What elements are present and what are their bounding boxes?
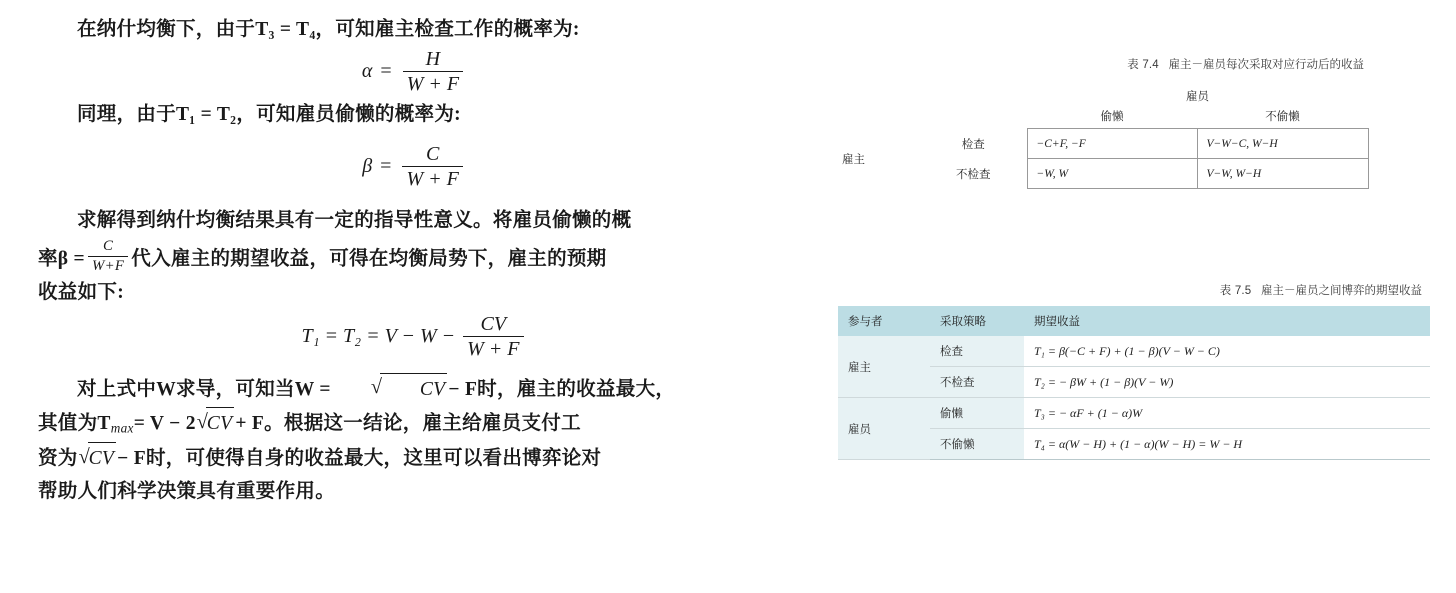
table-7-5-formula-3: T₄ = α(W − H) + (1 − α)(W − H) = W − H <box>1024 429 1430 460</box>
tables-column <box>820 0 1456 593</box>
table-row <box>838 336 1430 367</box>
table-7-4-block <box>820 56 1440 189</box>
table-7-5-formula-1: T₂ = − βW + (1 − β)(V − W) <box>1024 367 1430 398</box>
table-7-5-strategy-0: 检查 <box>930 336 1024 367</box>
table-7-4-grid <box>838 88 1370 189</box>
equation-beta-denominator: W + F <box>406 168 459 191</box>
paragraph-3-text-c: 代入雇主的期望收益，可得在均衡局势下，雇主的预期 <box>131 248 607 270</box>
paragraph-4-text-f: 资为 <box>38 447 78 469</box>
table-7-5-caption <box>820 282 1440 298</box>
equation-alpha-numerator: H <box>403 48 463 72</box>
table-7-4-header-row <box>838 108 1368 129</box>
equation-t1t2-fraction <box>463 313 523 361</box>
equation-t1t2-denominator: W + F <box>467 338 520 361</box>
table-7-4-cell-0-0: −C+F, −F <box>1027 129 1197 159</box>
table-7-5-caption-text: 雇主－雇员之间博弈的期望收益 <box>1261 285 1422 297</box>
tmax-subscript: max <box>110 420 134 436</box>
equation-alpha-denominator: W + F <box>406 72 460 95</box>
sqrt-cv-2 <box>197 407 235 440</box>
table-7-5-header-0: 参与者 <box>838 306 930 336</box>
table-7-4-col-header-1: 不偷懒 <box>1197 108 1368 129</box>
table-7-5-strategy-1: 不检查 <box>930 367 1024 398</box>
table-7-5-formula-2: T₃ = − αF + (1 − α)W <box>1024 398 1430 429</box>
equation-alpha <box>38 48 790 96</box>
equation-beta-lhs: β <box>362 155 373 178</box>
paragraph-2 <box>38 99 790 131</box>
table-7-5-party-0: 雇主 <box>838 336 930 398</box>
paragraph-3-line2 <box>38 238 790 275</box>
equation-t1t2-lhs: T₁ = T₂ = V − W − <box>301 325 456 348</box>
table-7-4-col-header-0: 偷懒 <box>1027 108 1197 129</box>
paragraph-3-text-b: 率β = <box>38 248 85 270</box>
table-7-5-formula-0: T₁ = β(−C + F) + (1 − β)(V − W − C) <box>1024 336 1430 367</box>
table-7-4-caption-label: 表 7.4 <box>1127 59 1159 71</box>
inline-beta-numerator: C <box>88 238 128 257</box>
paragraph-1-text: 在纳什均衡下，由于T₃ = T₄，可知雇主检查工作的概率为: <box>77 19 580 40</box>
table-7-5-strategy-3: 不偷懒 <box>930 429 1024 460</box>
table-7-4-row-group-label: 雇主 <box>842 153 865 166</box>
paragraph-4-line3 <box>38 442 790 475</box>
paragraph-4-text-h: 帮助人们科学决策具有重要作用。 <box>38 481 336 503</box>
table-7-5-party-1: 雇员 <box>838 398 930 460</box>
table-7-5-header-2: 期望收益 <box>1024 306 1430 336</box>
table-7-4-cell-0-1: V−W−C, W−H <box>1197 129 1368 159</box>
equation-t1t2-numerator: CV <box>463 313 523 337</box>
sqrt-cv-1-radicand: CV <box>380 373 448 406</box>
table-7-4-cell-1-0: −W, W <box>1027 159 1197 189</box>
equation-beta-numerator: C <box>402 143 462 167</box>
paragraph-3-line1 <box>38 205 790 237</box>
paragraph-4-text-e: + F。根据这一结论，雇主给雇员支付工 <box>235 413 581 435</box>
sqrt-cv-3-radicand: CV <box>88 442 117 475</box>
table-7-4-row-label-0: 检查 <box>961 138 985 151</box>
paragraph-4-line1 <box>38 373 790 406</box>
table-7-4 <box>838 108 1369 189</box>
equation-beta-equals: = <box>380 155 392 178</box>
table-7-4-column-group-label: 雇员 <box>1186 91 1209 103</box>
table-7-5-header-1: 采取策略 <box>930 306 1024 336</box>
sqrt-cv-3 <box>79 442 117 475</box>
table-7-4-cell-1-1: V−W, W−H <box>1197 159 1368 189</box>
inline-beta-denominator: W+F <box>91 257 125 274</box>
paragraph-3-text-d: 收益如下: <box>38 282 124 304</box>
equation-beta-fraction <box>402 143 462 191</box>
sqrt-cv-2-radicand: CV <box>206 407 235 440</box>
table-row <box>838 129 1368 159</box>
paragraph-1 <box>38 14 790 46</box>
paragraph-3-text-a: 求解得到纳什均衡结果具有一定的指导性意义。将雇员偷懒的概 <box>77 209 632 231</box>
paragraph-4-line4 <box>38 476 790 508</box>
paragraph-3-line3 <box>38 277 790 309</box>
paragraph-4-text-c: 其值为T <box>38 413 111 435</box>
equation-t1t2 <box>38 313 790 361</box>
paragraph-4-text-g: − F时，可使得自身的收益最大，这里可以看出博弈论对 <box>117 447 602 469</box>
table-7-5-caption-label: 表 7.5 <box>1219 285 1252 297</box>
equation-beta <box>38 143 790 191</box>
table-7-5-header-row <box>838 306 1430 336</box>
table-7-4-caption-text: 雇主－雇员每次采取对应行动后的收益 <box>1168 59 1364 71</box>
table-7-5-strategy-2: 偷懒 <box>930 398 1024 429</box>
paragraph-4-text-d: = V − 2 <box>133 413 196 435</box>
table-7-4-row-label-1: 不检查 <box>956 168 991 181</box>
table-7-5-block <box>820 282 1440 460</box>
sqrt-cv-1 <box>332 373 448 406</box>
table-7-4-caption <box>820 56 1440 72</box>
inline-beta-fraction <box>88 238 128 274</box>
paragraph-4-line2 <box>38 407 790 440</box>
table-7-5 <box>838 306 1430 460</box>
equation-alpha-equals: = <box>380 59 392 82</box>
equation-alpha-fraction <box>403 48 463 96</box>
paragraph-4-text-b: − F时，雇主的收益最大， <box>448 378 676 400</box>
paragraph-2-text: 同理，由于T₁ = T₂，可知雇员偷懒的概率为: <box>77 104 461 126</box>
table-row <box>838 398 1430 429</box>
paragraph-4-text-a: 对上式中W求导，可知当W = <box>77 378 331 400</box>
equation-alpha-lhs: α <box>361 59 373 82</box>
